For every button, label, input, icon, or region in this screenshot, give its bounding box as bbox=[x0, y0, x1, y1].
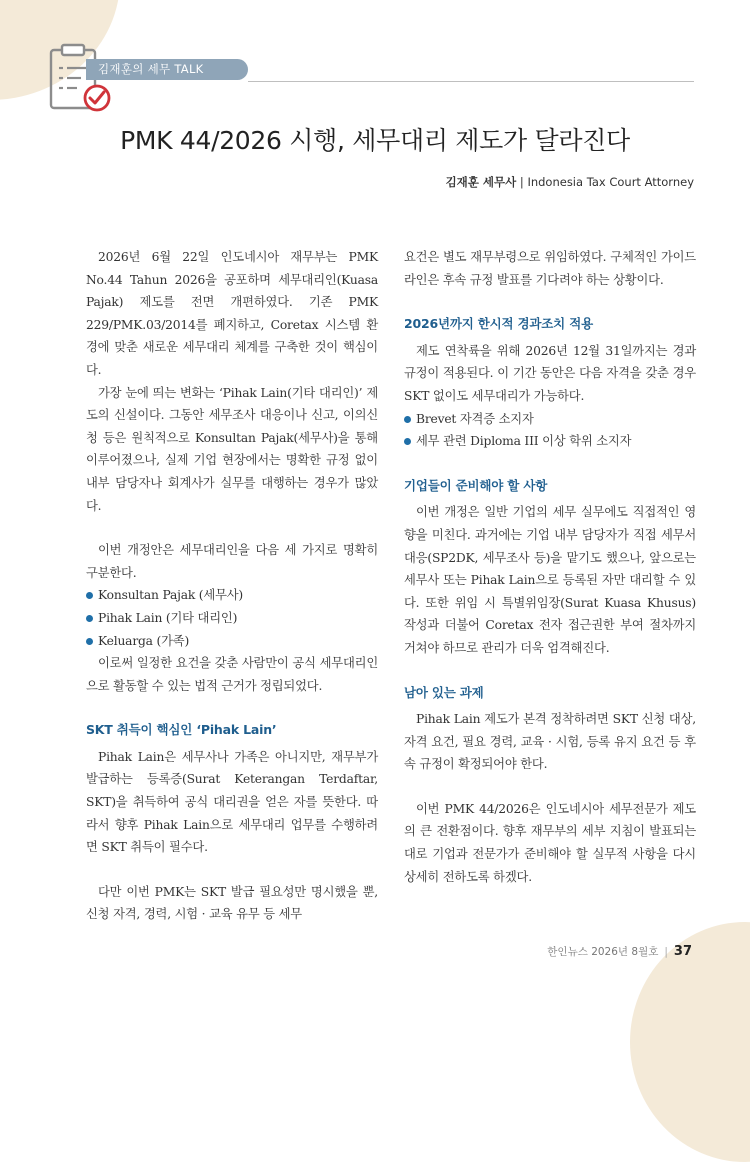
list-item: 세무 관련 Diploma III 이상 학위 소지자 bbox=[404, 430, 696, 453]
paragraph: 요건은 별도 재무부령으로 위임하였다. 구체적인 가이드라인은 후속 규정 발표를 기다려야 하는 상황이다. bbox=[404, 250, 696, 287]
paragraph: Pihak Lain은 세무사나 가족은 아니지만, 재무부가 발급하는 등록증(Surat Keterangan Terdaftar, SKT)을 취득하여 공식 대리권을 얻은 자를 뜻한다. 따라서 향후 Pihak Lain으로 세무대리 업무를 수행하려면 SKT 취득이 필수다. bbox=[86, 749, 378, 855]
section-heading: 기업들이 준비해야 할 사항 bbox=[404, 477, 548, 493]
page-number: 37 bbox=[673, 944, 692, 959]
list-item: Keluarga (가족) bbox=[86, 630, 378, 653]
footer-separator: | bbox=[664, 946, 668, 958]
section-heading: 남아 있는 과제 bbox=[404, 684, 484, 700]
author-affiliation: Indonesia Tax Court Attorney bbox=[527, 175, 694, 189]
paragraph: 제도 연착륙을 위해 2026년 12월 31일까지는 경과규정이 적용된다. 이 기간 동안은 다음 자격을 갖춘 경우 SKT 없이도 세무대리가 가능하다. bbox=[404, 343, 696, 403]
list-item: Pihak Lain (기타 대리인) bbox=[86, 607, 378, 630]
paragraph: 2026년 6월 22일 인도네시아 재무부는 PMK No.44 Tahun 2026을 공포하며 세무대리인(Kuasa Pajak) 제도를 전면 개편하였다. 기존 PMK 229/PMK.03/2014를 폐지하고, Coretax 시스템 환경에 맞춘 새로운 세무대리 체계를 구축한 것이 핵심이다. bbox=[86, 250, 378, 377]
left-column bbox=[86, 246, 378, 926]
series-label: 김재훈의 세무 TALK bbox=[86, 59, 248, 80]
section-heading: 2026년까지 한시적 경과조치 적용 bbox=[404, 316, 593, 332]
paragraph: 이번 개정은 일반 기업의 세무 실무에도 직접적인 영향을 미친다. 과거에는 기업 내부 담당자가 직접 세무서 대응(SP2DK, 세무조사 등)을 맡기도 했으나, 앞으로는 세무사 또는 Pihak Lain으로 등록된 자만 대리할 수 있다. 또한 위임 시 특별위임장(Surat Kuasa Khusus) 작성과 더불어 Coretax 전자 접근권한 부여 절차까지 거쳐야 하므로 관리가 더욱 엄격해진다. bbox=[404, 505, 696, 655]
page-footer bbox=[547, 944, 692, 959]
publication-name: 한인뉴스 2026년 8월호 bbox=[547, 946, 659, 958]
byline bbox=[446, 174, 694, 190]
list-item: Brevet 자격증 소지자 bbox=[404, 408, 696, 431]
paragraph: 이번 개정안은 세무대리인을 다음 세 가지로 명확히 구분한다. bbox=[86, 543, 378, 580]
paragraph: 다만 이번 PMK는 SKT 발급 필요성만 명시했을 뿐, 신청 자격, 경력, 시험 · 교육 유무 등 세무 bbox=[86, 884, 378, 922]
article-title: PMK 44/2026 시행, 세무대리 제도가 달라진다 bbox=[120, 126, 630, 155]
list-item: Konsultan Pajak (세무사) bbox=[86, 584, 378, 607]
paragraph: 가장 눈에 띄는 변화는 ‘Pihak Lain(기타 대리인)’ 제도의 신설이다. 그동안 세무조사 대응이나 신고, 이의신청 등은 원칙적으로 Konsultan Pajak(세무사)을 통해 이루어졌으나, 실제 기업 현장에서는 명확한 규정 없이 내부 담당자나 회계사가 실무를 대행하는 경우가 많았다. bbox=[86, 385, 378, 513]
byline-separator: | bbox=[519, 175, 524, 189]
section-heading: SKT 취득이 핵심인 ‘Pihak Lain’ bbox=[86, 722, 277, 738]
eligibility-list bbox=[404, 408, 696, 453]
paragraph: Pihak Lain 제도가 본격 정착하려면 SKT 신청 대상, 자격 요건, 필요 경력, 교육 · 시험, 등록 유지 요건 등 후속 규정이 확정되어야 한다. bbox=[404, 712, 696, 772]
representative-types-list bbox=[86, 584, 378, 652]
paragraph: 이번 PMK 44/2026은 인도네시아 세무전문가 제도의 큰 전환점이다. 향후 재무부의 세부 지침이 발표되는 대로 기업과 전문가가 준비해야 할 실무적 사항을 다시 상세히 전하도록 하겠다. bbox=[404, 801, 696, 884]
paragraph: 이로써 일정한 요건을 갖춘 사람만이 공식 세무대리인으로 활동할 수 있는 법적 근거가 정립되었다. bbox=[86, 656, 378, 693]
author-name: 김재훈 세무사 bbox=[445, 175, 517, 189]
header-divider bbox=[248, 81, 694, 82]
right-column bbox=[404, 246, 696, 888]
